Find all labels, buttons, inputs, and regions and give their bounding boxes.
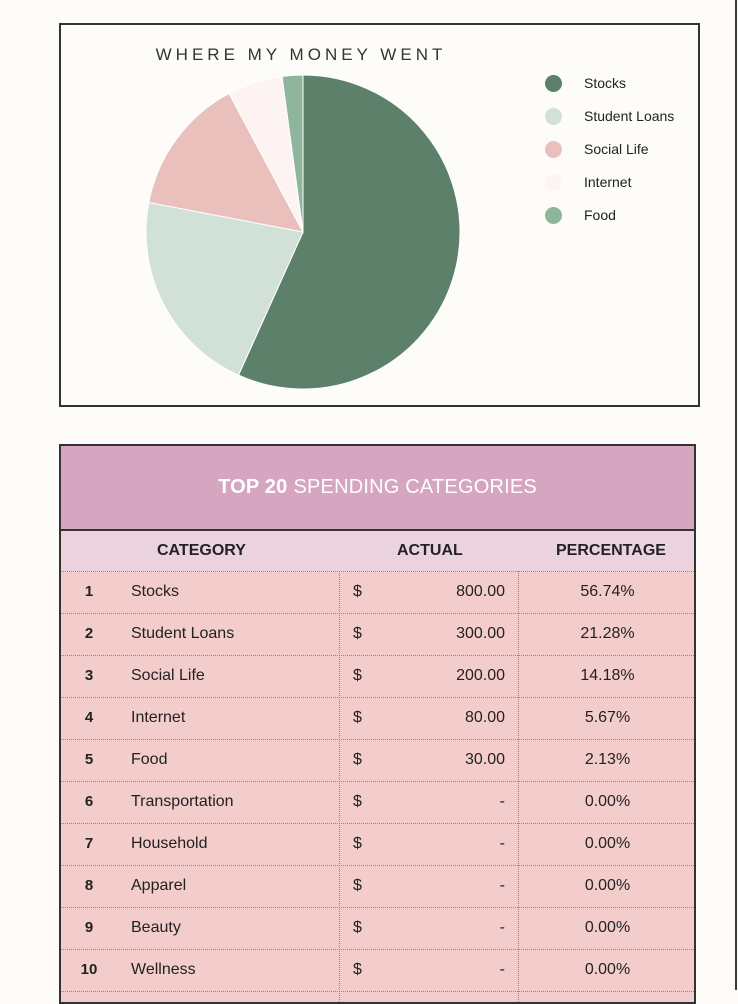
row-actual: 200.00 (456, 667, 505, 684)
legend-label: Social Life (584, 141, 649, 157)
row-actual: 800.00 (456, 583, 505, 600)
row-actual: - (499, 961, 505, 978)
row-number: 9 (84, 919, 94, 936)
row-currency: $ (353, 625, 362, 642)
table-header-row (61, 531, 694, 572)
spending-table (59, 444, 696, 1004)
table-row (61, 824, 694, 866)
table-row (61, 572, 694, 614)
table-row (61, 950, 694, 992)
row-number: 10 (80, 961, 98, 978)
legend-swatch (545, 108, 562, 125)
legend-swatch (545, 141, 562, 158)
column-divider-actual (339, 571, 340, 1002)
row-percentage: 0.00% (584, 793, 631, 810)
row-category: Food (131, 751, 168, 768)
row-actual: 30.00 (464, 751, 505, 768)
table-row (61, 614, 694, 656)
row-category: Stocks (131, 583, 180, 600)
row-number: 6 (84, 793, 94, 810)
row-category: Beauty (131, 919, 181, 936)
table-row (61, 908, 694, 950)
table-row (61, 740, 694, 782)
row-currency: $ (353, 919, 362, 936)
row-number: 1 (84, 583, 94, 600)
legend-swatch (545, 75, 562, 92)
row-category: Apparel (131, 877, 187, 894)
row-currency: $ (353, 709, 362, 726)
row-category: Internet (131, 709, 186, 726)
row-currency: $ (353, 835, 362, 852)
legend-label: Food (584, 207, 616, 223)
table-title (61, 446, 694, 531)
row-currency: $ (353, 961, 362, 978)
row-percentage: 2.13% (584, 751, 631, 768)
row-category: Transportation (131, 793, 234, 810)
table-row (61, 782, 694, 824)
row-currency: $ (353, 583, 362, 600)
row-category: Student Loans (131, 625, 235, 642)
table-row (61, 698, 694, 740)
row-percentage: 0.00% (584, 961, 631, 978)
row-actual: 300.00 (456, 625, 505, 642)
row-percentage: 21.28% (580, 625, 635, 642)
row-actual: - (499, 793, 505, 810)
legend-swatch (545, 174, 562, 191)
table-title-bold: TOP 20 (218, 476, 288, 498)
row-number: 7 (84, 835, 94, 852)
row-number: 5 (84, 751, 94, 768)
pie-chart-panel (59, 23, 700, 407)
row-percentage: 5.67% (584, 709, 631, 726)
chart-title: WHERE MY MONEY WENT (155, 45, 447, 64)
row-actual: - (499, 835, 505, 852)
row-actual: 80.00 (464, 709, 505, 726)
row-currency: $ (353, 877, 362, 894)
row-currency: $ (353, 751, 362, 768)
row-currency: $ (353, 667, 362, 684)
row-percentage: 0.00% (584, 919, 631, 936)
right-border-line (735, 0, 737, 990)
row-number: 4 (84, 709, 94, 726)
legend-label: Student Loans (584, 108, 675, 124)
column-divider-percentage (518, 571, 519, 1002)
table-row (61, 866, 694, 908)
row-percentage: 14.18% (580, 667, 635, 684)
legend-label: Internet (584, 174, 632, 190)
row-actual: - (499, 919, 505, 936)
header-category: CATEGORY (157, 542, 246, 559)
header-percentage: PERCENTAGE (556, 542, 666, 559)
row-number: 8 (84, 877, 94, 894)
row-category: Household (131, 835, 208, 852)
row-percentage: 0.00% (584, 835, 631, 852)
legend-label: Stocks (584, 75, 627, 91)
row-percentage: 0.00% (584, 877, 631, 894)
table-title-rest: SPENDING CATEGORIES (293, 476, 537, 498)
row-number: 3 (84, 667, 94, 684)
table-row (61, 656, 694, 698)
row-number: 2 (84, 625, 94, 642)
pie-chart (61, 25, 541, 405)
row-category: Wellness (131, 961, 196, 978)
row-percentage: 56.74% (580, 583, 635, 600)
row-category: Social Life (131, 667, 205, 684)
row-actual: - (499, 877, 505, 894)
table-body (61, 572, 694, 992)
header-actual: ACTUAL (397, 542, 463, 559)
legend-swatch (545, 207, 562, 224)
row-currency: $ (353, 793, 362, 810)
